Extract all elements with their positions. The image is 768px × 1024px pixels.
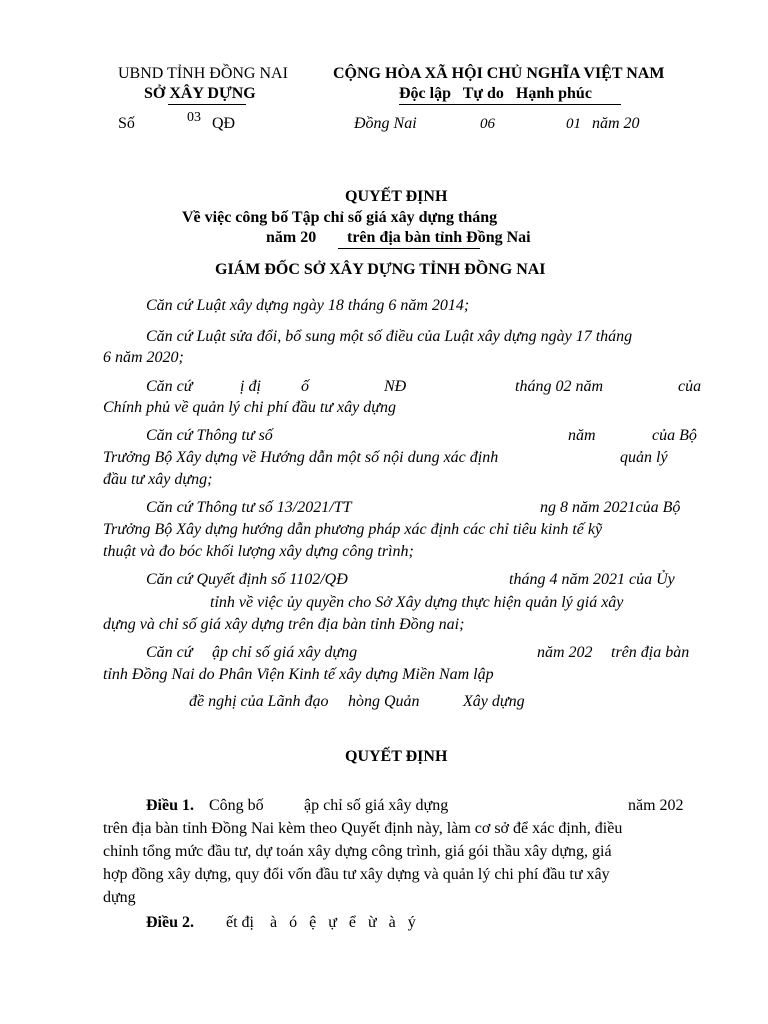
doc-subject-line2a: năm 20 — [266, 229, 317, 246]
article-1-line4: hợp đồng xây dựng, quy đổi vốn đầu tư xây dựng và quản lý chi phí đầu tư xây — [103, 866, 610, 883]
doc-subject-line1: Về việc công bố Tập chỉ số giá xây dựng tháng — [182, 209, 498, 226]
basis-1: Căn cứ Luật xây dựng ngày 18 tháng 6 năm 2014; — [146, 297, 470, 314]
basis-3-d: NĐ — [384, 378, 407, 395]
basis-5-line3: thuật và đo bóc khối lượng xây dựng công trình; — [103, 543, 414, 560]
department-name: SỞ XÂY DỰNG — [144, 85, 256, 102]
article-1-line3: chỉnh tổng mức đầu tư, dự toán xây dựng công trình, giá gói thầu xây dựng, giá — [103, 843, 612, 860]
issue-place: Đồng Nai — [354, 115, 417, 132]
basis-7-a: Căn cứ — [146, 644, 193, 661]
article-1-b: ập chỉ số giá xây dựng — [304, 797, 449, 814]
basis-5-line2: Trưởng Bộ Xây dựng hướng dẫn phương pháp xác định các chỉ tiêu kinh tế kỹ — [103, 521, 603, 538]
article-1-a: Công bố — [209, 797, 264, 814]
issue-month: 01 — [566, 116, 581, 132]
basis-3-line2: Chính phủ về quản lý chi phí đầu tư xây dựng — [103, 399, 396, 416]
doc-number-label: Số — [118, 115, 135, 132]
basis-3-c: ố — [301, 378, 309, 395]
basis-3-b: ị đị — [240, 378, 261, 395]
article-2-label: Điều 2. — [146, 914, 194, 931]
motto-underline — [399, 104, 621, 105]
doc-number-suffix: QĐ — [212, 115, 236, 132]
doc-heading: QUYẾT ĐỊNH — [345, 188, 448, 205]
subject-underline — [338, 248, 480, 249]
issue-year: năm 20 — [592, 115, 640, 132]
article-2-text: ết đị à ó ệ ự ể ừ à ý — [226, 914, 416, 931]
article-1-line2: trên địa bàn tỉnh Đồng Nai kèm theo Quyết định này, làm cơ sở để xác định, điều — [103, 820, 623, 837]
basis-2-line2: 6 năm 2020; — [103, 349, 184, 366]
article-1-line5: dựng — [103, 889, 136, 906]
decision-heading: QUYẾT ĐỊNH — [345, 748, 448, 765]
basis-8-b: hòng Quản — [348, 693, 420, 710]
basis-4-line2a: Trưởng Bộ Xây dựng về Hướng dẫn một số nội dung xác định — [103, 449, 499, 466]
issue-day: 06 — [480, 116, 495, 132]
basis-4-c: của Bộ — [652, 427, 697, 444]
issuing-authority: GIÁM ĐỐC SỞ XÂY DỰNG TỈNH ĐỒNG NAI — [215, 261, 546, 278]
basis-6-line2: tỉnh về việc ủy quyền cho Sở Xây dựng thực hiện quản lý giá xây — [210, 594, 624, 611]
basis-4-line3: đầu tư xây dựng; — [103, 471, 213, 488]
article-1-label: Điều 1. — [146, 797, 194, 814]
basis-7-b: ập chỉ số giá xây dựng — [212, 644, 358, 661]
basis-3-f: của — [678, 378, 702, 395]
basis-8-c: Xây dựng — [463, 693, 525, 710]
doc-subject-line2b: trên địa bàn tỉnh Đồng Nai — [347, 229, 531, 246]
national-title: CỘNG HÒA XÃ HỘI CHỦ NGHĨA VIỆT NAM — [333, 65, 665, 82]
doc-number: 03 — [187, 110, 201, 125]
basis-6-line3: dựng và chỉ số giá xây dựng trên địa bàn tỉnh Đồng nai; — [103, 616, 465, 633]
department-underline — [168, 104, 246, 105]
basis-7-d: trên địa bàn — [611, 644, 690, 661]
basis-4-line2b: quản lý — [620, 449, 668, 466]
basis-4-b: năm — [568, 427, 596, 444]
basis-3-e: tháng 02 năm — [515, 378, 603, 395]
basis-7-line2: tỉnh Đồng Nai do Phân Viện Kinh tế xây dựng Miền Nam lập — [103, 666, 494, 683]
basis-3-a: Căn cứ — [146, 378, 193, 395]
article-1-c: năm 202 — [628, 797, 684, 814]
basis-6-b: tháng 4 năm 2021 của Ủy — [509, 571, 675, 588]
basis-4-a: Căn cứ Thông tư số — [146, 427, 273, 444]
basis-7-c: năm 202 — [537, 644, 593, 661]
agency-name: UBND TỈNH ĐỒNG NAI — [118, 65, 288, 82]
basis-8-a: đề nghị của Lãnh đạo — [189, 693, 329, 710]
basis-5-b: ng 8 năm 2021của Bộ — [540, 499, 681, 516]
basis-6-a: Căn cứ Quyết định số 1102/QĐ — [146, 571, 348, 588]
basis-2-line1: Căn cứ Luật sửa đổi, bổ sung một số điều của Luật xây dựng ngày 17 tháng — [146, 328, 633, 345]
national-motto: Độc lập Tự do Hạnh phúc — [399, 85, 592, 102]
basis-5-a: Căn cứ Thông tư số 13/2021/TT — [146, 499, 352, 516]
